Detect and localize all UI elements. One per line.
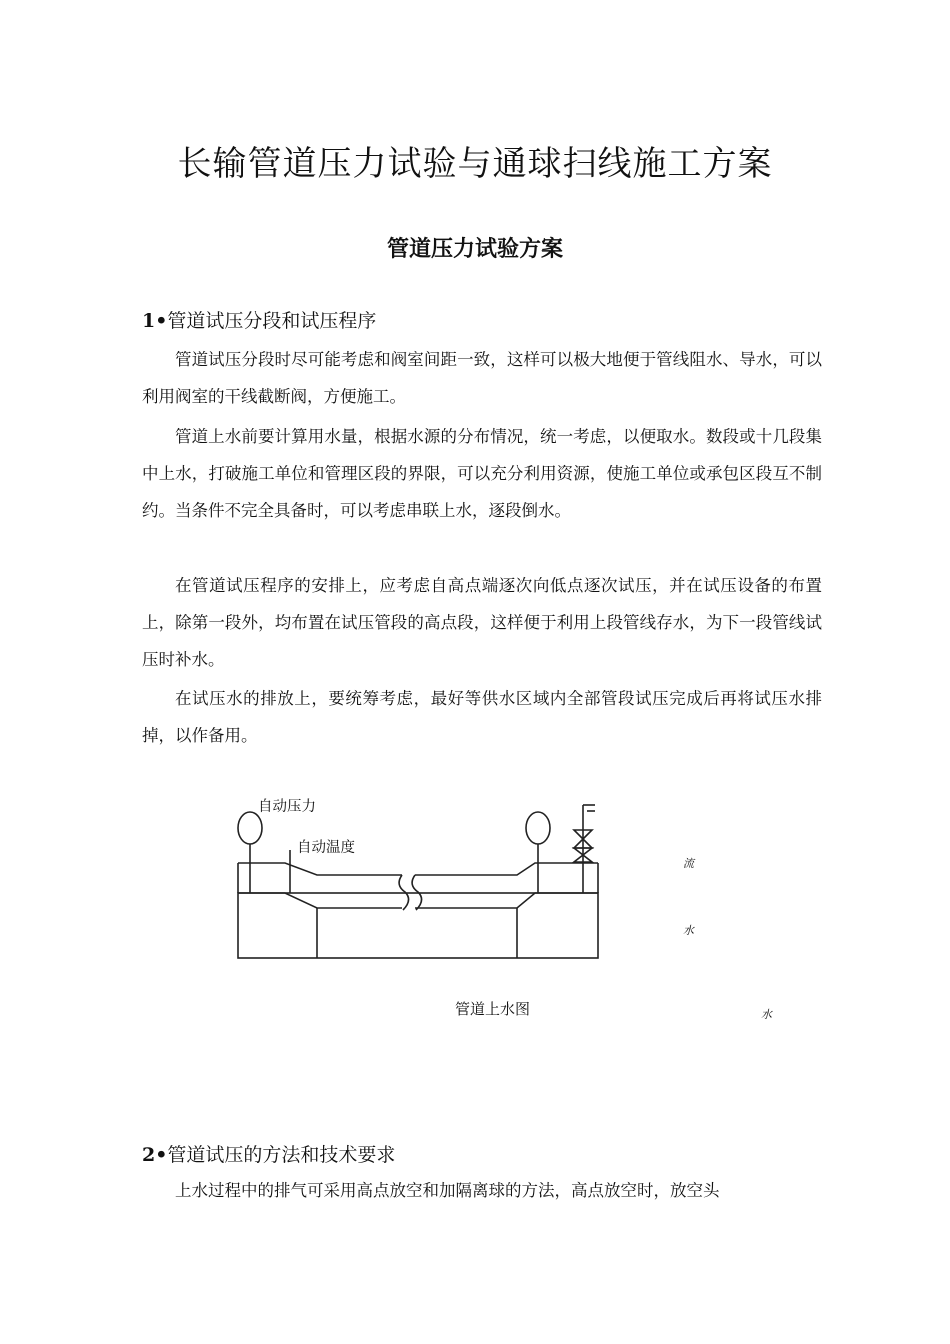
section-1-paragraph: 在试压水的排放上，要统筹考虑，最好等供水区域内全部管段试压完成后再将试压水排掉，以作备用。 bbox=[142, 689, 822, 745]
pressure-gauge-left bbox=[238, 812, 262, 844]
figure-caption: 管道上水图 bbox=[455, 1000, 531, 1018]
pipeline-water-filling-diagram bbox=[225, 790, 605, 970]
section-2-title: 管道试压的方法和技术要求 bbox=[167, 1144, 396, 1166]
auto-temperature-label: 自动温度 bbox=[297, 840, 355, 856]
document-subtitle: 管道压力试验方案 bbox=[386, 237, 563, 262]
side-label: 水 bbox=[761, 1008, 772, 1021]
side-label: 流 bbox=[683, 857, 694, 870]
section-2-paragraph: 上水过程中的排气可采用高点放空和加隔离球的方法，高点放空时，放空头 bbox=[175, 1181, 720, 1200]
pressure-gauge-right bbox=[526, 812, 550, 844]
section-1-paragraph: 管道上水前要计算用水量，根据水源的分布情况，统一考虑，以便取水。数段或十几段集中上水，打破施工单位和管理区段的界限，可以充分利用资源，使施工单位或承包区段互不制约。当条件不完全具备时，可以考虑串联上水，逐段倒水。 bbox=[142, 427, 822, 520]
side-label: 水 bbox=[683, 924, 694, 937]
pipe-top-outline bbox=[238, 863, 402, 875]
pipe-body bbox=[238, 893, 598, 958]
section-1-paragraph: 管道试压分段时尽可能考虑和阀室间距一致，这样可以极大地便于管线阻水、导水，可以利用阀室的干线截断阀，方便施工。 bbox=[142, 350, 822, 406]
section-1-heading bbox=[142, 306, 376, 333]
document-title: 长输管道压力试验与通球扫线施工方案 bbox=[177, 144, 773, 184]
section-1-number: 1• bbox=[142, 310, 168, 332]
section-1-paragraph: 在管道试压程序的安排上，应考虑自高点端逐次向低点逐次试压，并在试压设备的布置上，除第一段外，均布置在试压管段的高点段，这样便于利用上段管线存水，为下一段管线试压时补水。 bbox=[142, 576, 822, 669]
pipe-inner-outline-right bbox=[415, 893, 598, 908]
section-2-number: 2• bbox=[142, 1144, 168, 1166]
pipe-top-outline-right bbox=[415, 863, 598, 875]
auto-pressure-label: 自动压力 bbox=[258, 799, 316, 815]
pipe-inner-outline bbox=[238, 893, 402, 908]
section-1-title: 管道试压分段和试压程序 bbox=[167, 310, 377, 332]
section-2-heading bbox=[142, 1140, 395, 1167]
